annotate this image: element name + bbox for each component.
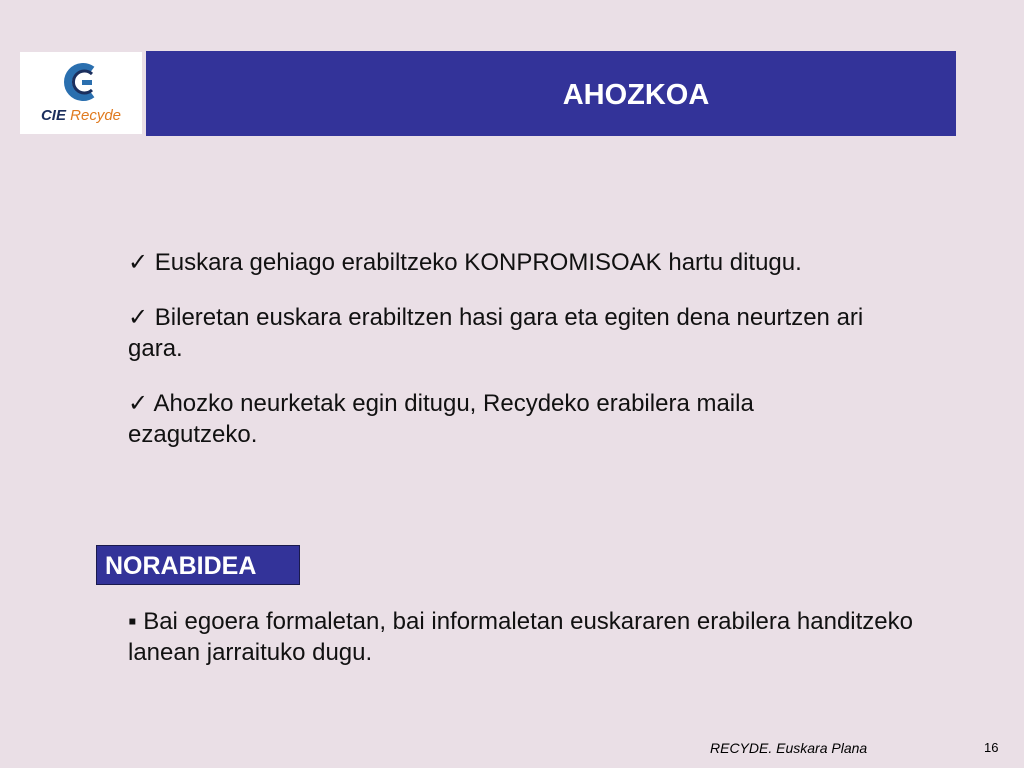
bullet-item — [128, 247, 888, 278]
page-number: 16 — [984, 740, 999, 755]
section-label: NORABIDEA — [96, 545, 300, 585]
title-bar — [146, 51, 956, 136]
check-icon: ✓ — [128, 390, 149, 417]
direction-item — [128, 606, 928, 668]
direction-text: Bai egoera formaletan, bai informaletan euskararen erabilera handitzeko lanean jarraituko dugu. — [128, 608, 913, 666]
bullet-item — [128, 388, 888, 450]
company-logo — [20, 52, 142, 134]
check-icon: ✓ — [128, 304, 149, 331]
footer-text: RECYDE. Euskara Plana — [710, 740, 868, 756]
bullet-item — [128, 302, 888, 364]
bullet-text: Euskara gehiago erabiltzeko KONPROMISOAK hartu ditugu. — [154, 249, 802, 276]
bullet-text: Bileretan euskara erabiltzen hasi gara eta egiten dena neurtzen ari gara. — [128, 304, 864, 362]
logo-text — [20, 107, 142, 124]
logo-text-primary: CIE — [40, 107, 66, 124]
logo-mark-icon — [64, 62, 98, 102]
check-icon: ✓ — [128, 249, 149, 276]
bullet-text: Ahozko neurketak egin ditugu, Recydeko erabilera maila ezagutzeko. — [128, 390, 754, 448]
bullet-list — [128, 247, 888, 474]
square-bullet-icon: ▪ — [128, 608, 137, 635]
slide-title: AHOZKOA — [562, 79, 710, 111]
logo-text-secondary: Recyde — [70, 107, 122, 124]
